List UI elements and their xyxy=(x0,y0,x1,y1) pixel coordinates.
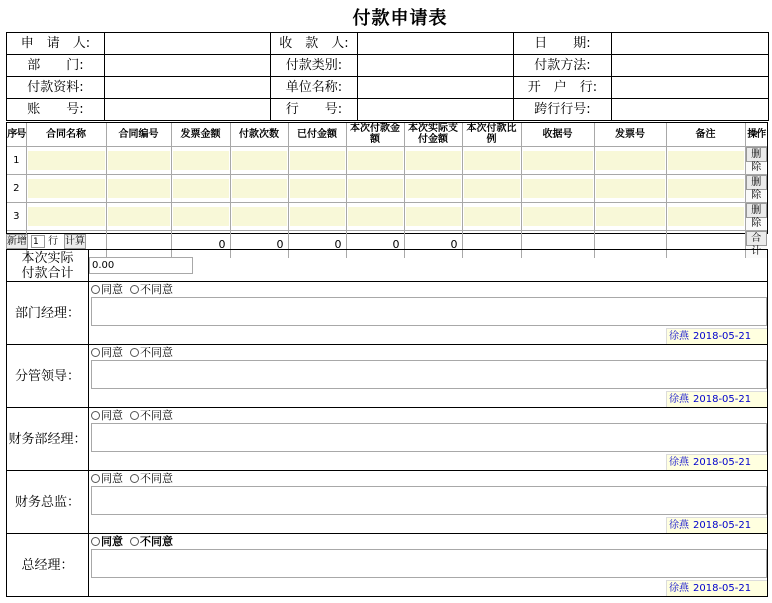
input-cell xyxy=(346,146,404,174)
header-row xyxy=(7,77,769,99)
col-header-invoice-amount: 发票金额 xyxy=(171,123,230,146)
col-header-contract-name: 合同名称 xyxy=(26,123,106,146)
col-header-payment-ratio: 本次付款比例 xyxy=(462,123,521,146)
col-header-paid-amount: 已付金额 xyxy=(288,123,346,146)
input-cell xyxy=(346,202,404,230)
bank-code-field[interactable] xyxy=(358,99,514,121)
contract-number-input[interactable] xyxy=(108,207,170,226)
action-cell xyxy=(745,202,767,230)
paid-amount-input[interactable] xyxy=(290,207,345,226)
department-field[interactable] xyxy=(105,55,271,77)
input-cell xyxy=(171,202,230,230)
approval-label: 财务部经理： xyxy=(8,431,87,447)
detail-table xyxy=(7,123,767,258)
interbank-code-label: 跨行行号: xyxy=(514,99,612,121)
invoice-number-input[interactable] xyxy=(596,179,665,198)
input-cell xyxy=(462,202,521,230)
payment-category-field[interactable] xyxy=(358,55,514,77)
date-label: 日 期: xyxy=(514,33,612,55)
col-header-payment-count: 付款次数 xyxy=(230,123,288,146)
date-field[interactable] xyxy=(612,33,769,55)
row-number: 3 xyxy=(7,202,26,230)
payment-amount-input[interactable] xyxy=(348,151,403,170)
header-info-table xyxy=(6,32,769,121)
total-paid-amount: 0 xyxy=(288,230,346,258)
approval-signature xyxy=(666,328,767,344)
input-cell xyxy=(594,174,666,202)
col-header-seq: 序号 xyxy=(7,123,26,146)
row-unit-label: 行 xyxy=(48,236,58,247)
agree-radio[interactable] xyxy=(91,285,100,294)
agree-label[interactable]: 同意 xyxy=(101,283,123,296)
signature-date: 2018-05-21 xyxy=(693,394,752,405)
input-cell xyxy=(26,174,106,202)
approval-label: 分管领导： xyxy=(14,368,80,384)
payment-amount-input[interactable] xyxy=(348,207,403,226)
signer-name: 徐燕 xyxy=(669,583,689,594)
input-cell xyxy=(404,202,462,230)
approval-options xyxy=(91,472,180,485)
input-cell xyxy=(171,174,230,202)
input-cell xyxy=(106,174,171,202)
total-actual-payment: 0 xyxy=(404,230,462,258)
approval-general-manager xyxy=(7,533,767,596)
approval-comment-input[interactable] xyxy=(91,423,767,452)
input-cell xyxy=(462,146,521,174)
disagree-radio[interactable] xyxy=(130,474,139,483)
receipt-number-input[interactable] xyxy=(523,151,593,170)
signature-date: 2018-05-21 xyxy=(693,520,752,531)
approval-department-manager xyxy=(7,281,767,344)
action-cell xyxy=(745,146,767,174)
contract-name-input[interactable] xyxy=(28,207,105,226)
add-row-button[interactable]: 新增 xyxy=(7,236,27,247)
delete-row-button[interactable]: 删除 xyxy=(746,203,767,218)
remarks-input[interactable] xyxy=(668,179,744,198)
total-payment-amount: 0 xyxy=(346,230,404,258)
delete-row-button[interactable]: 删除 xyxy=(746,175,767,190)
action-cell xyxy=(745,174,767,202)
agree-label[interactable]: 同意 xyxy=(101,472,123,485)
agree-radio[interactable] xyxy=(91,474,100,483)
input-cell xyxy=(666,146,745,174)
col-header-payment-amount: 本次付款金额 xyxy=(346,123,404,146)
approval-options xyxy=(91,535,180,548)
payment-count-input[interactable] xyxy=(232,179,287,198)
disagree-label[interactable]: 不同意 xyxy=(140,346,173,359)
total-invoice-amount: 0 xyxy=(171,230,230,258)
approval-comment-input[interactable] xyxy=(91,360,767,389)
page-title: 付款申请表 xyxy=(352,8,448,29)
col-header-actual-payment: 本次实际支付金额 xyxy=(404,123,462,146)
header-row xyxy=(7,33,769,55)
detail-row xyxy=(7,202,767,230)
header-row xyxy=(7,99,769,121)
bank-field[interactable] xyxy=(612,77,769,99)
approval-cfo xyxy=(7,470,767,533)
payment-method-field[interactable] xyxy=(612,55,769,77)
bank-label: 开 户 行: xyxy=(514,77,612,99)
input-cell xyxy=(230,174,288,202)
applicant-label: 申 请 人: xyxy=(7,33,105,55)
approval-label: 总经理： xyxy=(21,557,74,573)
row-number: 1 xyxy=(7,146,26,174)
agree-radio[interactable] xyxy=(91,348,100,357)
invoice-number-input[interactable] xyxy=(596,151,665,170)
bank-code-label: 行 号: xyxy=(271,99,358,121)
detail-row xyxy=(7,174,767,202)
input-cell xyxy=(171,146,230,174)
agree-label[interactable]: 同意 xyxy=(101,346,123,359)
input-cell xyxy=(404,174,462,202)
payment-method-label: 付款方法: xyxy=(514,55,612,77)
approval-signature xyxy=(666,580,767,596)
payment-info-label: 付款资料: xyxy=(7,77,105,99)
input-cell xyxy=(288,146,346,174)
input-cell xyxy=(666,202,745,230)
department-label: 部 门: xyxy=(7,55,105,77)
header-row xyxy=(7,55,769,77)
invoice-amount-input[interactable] xyxy=(173,179,229,198)
approval-comment-input[interactable] xyxy=(91,486,767,515)
detail-row xyxy=(7,146,767,174)
signature-date: 2018-05-21 xyxy=(693,583,752,594)
col-header-actions: 操作 xyxy=(745,123,767,146)
agree-label[interactable]: 同意 xyxy=(101,409,123,422)
payment-info-field[interactable] xyxy=(105,77,271,99)
applicant-field[interactable] xyxy=(105,33,271,55)
input-cell xyxy=(521,146,594,174)
input-cell xyxy=(230,202,288,230)
remarks-input[interactable] xyxy=(668,207,744,226)
remarks-input[interactable] xyxy=(668,151,744,170)
agree-radio[interactable] xyxy=(91,537,100,546)
approval-label: 部门经理： xyxy=(14,305,80,321)
agree-label[interactable]: 同意 xyxy=(101,535,123,548)
company-name-field[interactable] xyxy=(358,77,514,99)
approval-label-cell xyxy=(7,534,89,596)
payment-category-label: 付款类别: xyxy=(271,55,358,77)
signature-date: 2018-05-21 xyxy=(693,457,752,468)
signer-name: 徐燕 xyxy=(669,331,689,342)
paid-amount-input[interactable] xyxy=(290,179,345,198)
input-cell xyxy=(594,202,666,230)
approval-signature xyxy=(666,454,767,470)
col-header-remarks: 备注 xyxy=(666,123,745,146)
contract-name-input[interactable] xyxy=(28,151,105,170)
approval-options xyxy=(91,283,180,296)
input-cell xyxy=(26,146,106,174)
approval-label-cell xyxy=(7,471,89,533)
agree-radio[interactable] xyxy=(91,411,100,420)
payee-label: 收 款 人: xyxy=(271,33,358,55)
approval-label: 财务总监： xyxy=(14,494,80,510)
disagree-label[interactable]: 不同意 xyxy=(140,283,173,296)
account-field[interactable] xyxy=(105,99,271,121)
input-cell xyxy=(230,146,288,174)
approval-label-cell xyxy=(7,282,89,344)
input-cell xyxy=(594,146,666,174)
input-cell xyxy=(106,146,171,174)
payment-count-input[interactable] xyxy=(232,151,287,170)
payee-field[interactable] xyxy=(358,33,514,55)
input-cell xyxy=(288,174,346,202)
approval-options xyxy=(91,346,180,359)
actual-payment-input[interactable] xyxy=(406,179,461,198)
invoice-amount-input[interactable] xyxy=(173,207,229,226)
input-cell xyxy=(26,202,106,230)
contract-name-input[interactable] xyxy=(28,179,105,198)
actual-payment-input[interactable] xyxy=(406,207,461,226)
signature-date: 2018-05-21 xyxy=(693,331,752,342)
payment-amount-input[interactable] xyxy=(348,179,403,198)
actual-total-input[interactable] xyxy=(89,257,193,274)
approval-comment-input[interactable] xyxy=(91,549,767,578)
account-label: 账 号: xyxy=(7,99,105,121)
total-payment-count: 0 xyxy=(230,230,288,258)
approval-options xyxy=(91,409,180,422)
invoice-amount-input[interactable] xyxy=(173,151,229,170)
payment-ratio-input[interactable] xyxy=(464,179,520,198)
input-cell xyxy=(521,174,594,202)
receipt-number-input[interactable] xyxy=(523,179,593,198)
approval-signature xyxy=(666,391,767,407)
company-name-label: 单位名称: xyxy=(271,77,358,99)
disagree-radio[interactable] xyxy=(130,348,139,357)
col-header-contract-number: 合同编号 xyxy=(106,123,171,146)
row-count-input[interactable] xyxy=(31,235,45,248)
payment-count-input[interactable] xyxy=(232,207,287,226)
input-cell xyxy=(346,174,404,202)
row-number: 2 xyxy=(7,174,26,202)
approval-label-cell xyxy=(7,408,89,470)
actual-payment-input[interactable] xyxy=(406,151,461,170)
total-button[interactable]: 合计 xyxy=(746,231,767,246)
calculate-button[interactable]: 计算 xyxy=(65,236,85,247)
actual-total-label-cell xyxy=(7,250,89,281)
approval-label-cell xyxy=(7,345,89,407)
disagree-label[interactable]: 不同意 xyxy=(140,409,173,422)
approval-finance-manager xyxy=(7,407,767,470)
actual-total-row xyxy=(7,250,767,281)
interbank-code-field[interactable] xyxy=(612,99,769,121)
contract-number-input[interactable] xyxy=(108,151,170,170)
disagree-radio[interactable] xyxy=(130,285,139,294)
approval-signature xyxy=(666,517,767,533)
delete-row-button[interactable]: 删除 xyxy=(746,147,767,162)
signer-name: 徐燕 xyxy=(669,394,689,405)
payment-ratio-input[interactable] xyxy=(464,207,520,226)
receipt-number-input[interactable] xyxy=(523,207,593,226)
col-header-invoice-number: 发票号 xyxy=(594,123,666,146)
approval-section xyxy=(6,249,768,597)
invoice-number-input[interactable] xyxy=(596,207,665,226)
input-cell xyxy=(666,174,745,202)
input-cell xyxy=(404,146,462,174)
input-cell xyxy=(106,202,171,230)
signer-name: 徐燕 xyxy=(669,457,689,468)
payment-ratio-input[interactable] xyxy=(464,151,520,170)
disagree-label[interactable]: 不同意 xyxy=(140,535,173,548)
contract-number-input[interactable] xyxy=(108,179,170,198)
col-header-receipt-number: 收据号 xyxy=(521,123,594,146)
actual-total-label: 本次实际付款合计 xyxy=(21,250,74,281)
disagree-label[interactable]: 不同意 xyxy=(140,472,173,485)
approval-division-leader xyxy=(7,344,767,407)
input-cell xyxy=(288,202,346,230)
input-cell xyxy=(521,202,594,230)
disagree-radio[interactable] xyxy=(130,411,139,420)
row-toolbar xyxy=(6,234,96,249)
signer-name: 徐燕 xyxy=(669,520,689,531)
paid-amount-input[interactable] xyxy=(290,151,345,170)
approval-comment-input[interactable] xyxy=(91,297,767,326)
input-cell xyxy=(462,174,521,202)
disagree-radio[interactable] xyxy=(130,537,139,546)
detail-header-row xyxy=(7,123,767,146)
